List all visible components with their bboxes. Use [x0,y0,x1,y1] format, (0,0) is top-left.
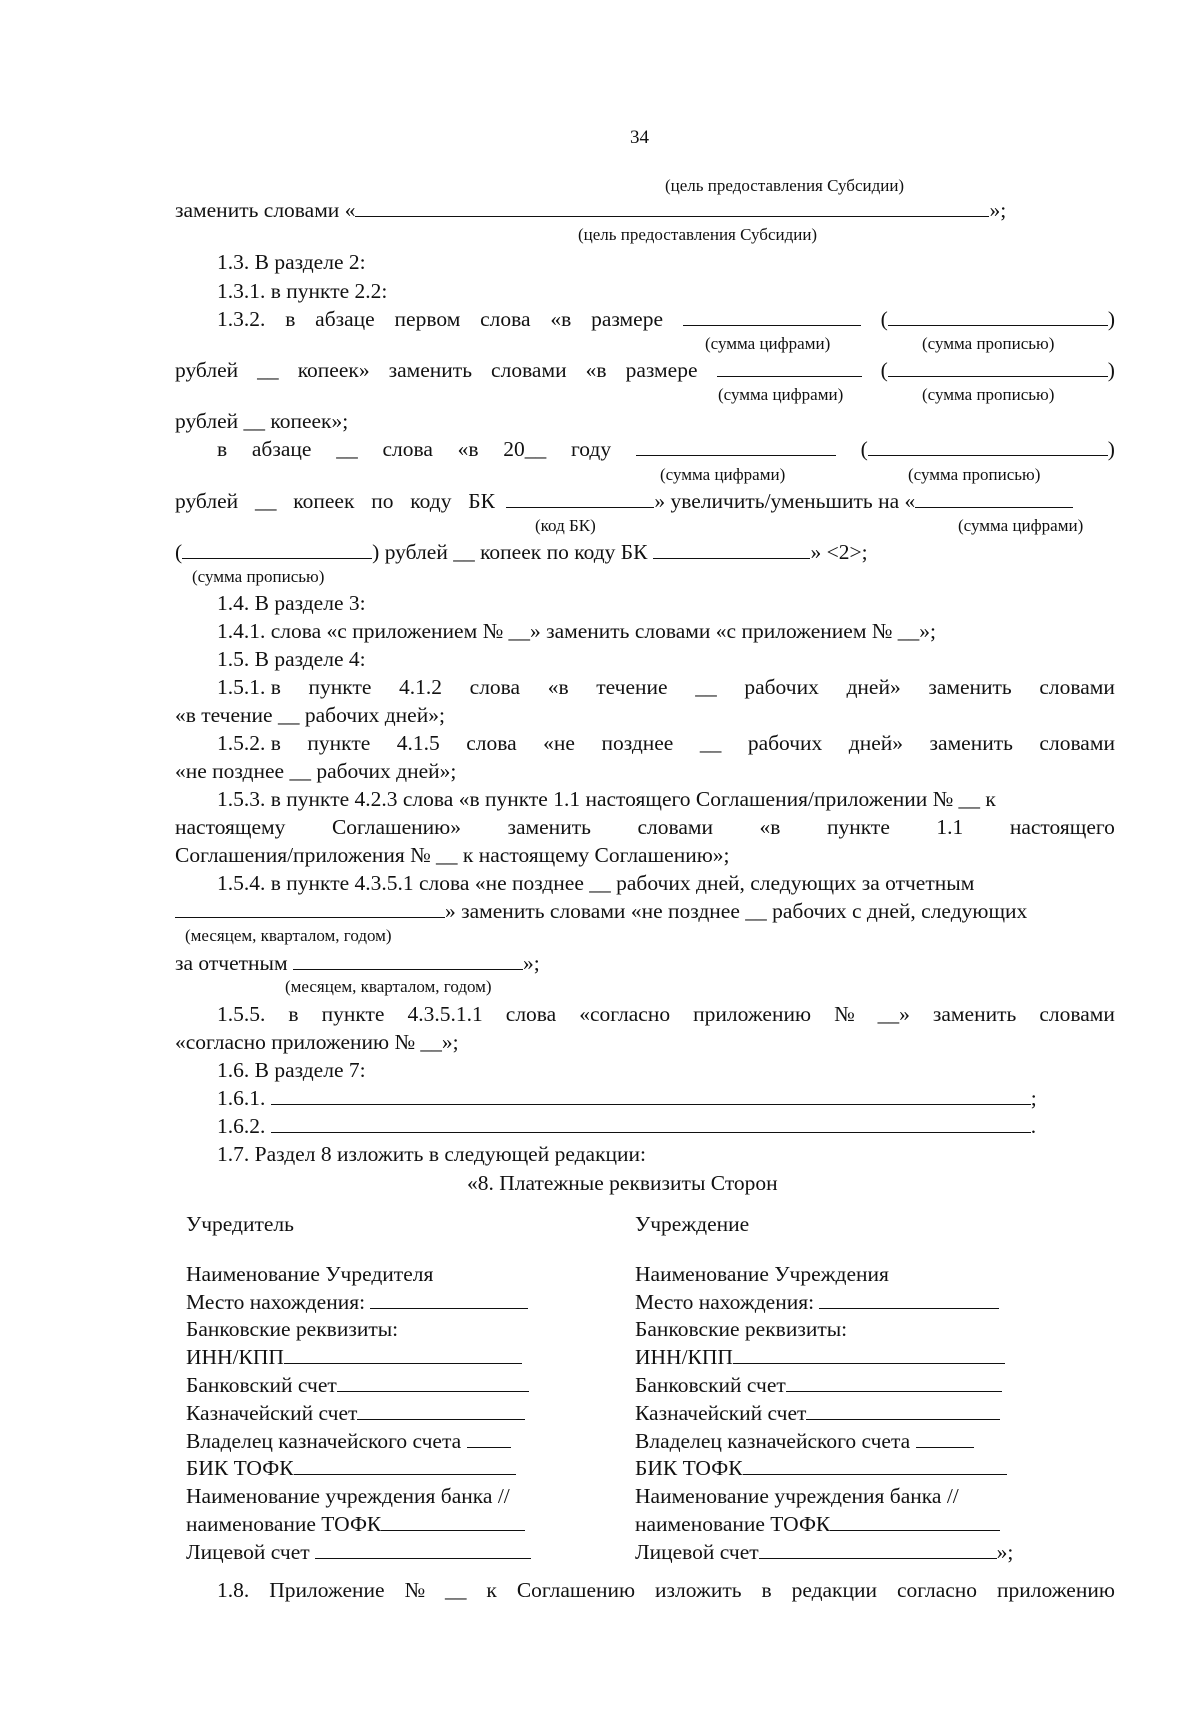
section-1-3-2-line: 1.3.2. в абзаце первом слова «в размере ( ) [217,307,1115,331]
goal-replace-line: заменить словами « »; [175,198,1007,222]
section-1-6-1: 1.6.1. ; [217,1086,1037,1110]
hint-goal-top: (цель предоставления Субсидии) [665,176,905,195]
hint-sum-digits-1: (сумма цифрами) [705,334,831,353]
founder-tofk-name: наименование ТОФК [186,1511,556,1539]
founder-inn: ИНН/КПП [186,1344,556,1372]
section-1-4: 1.4. В разделе 3: [217,591,366,615]
institution-title: Учреждение [635,1212,750,1236]
founder-location: Место нахождения: [186,1289,556,1317]
section-1-5-3-end: Соглашения/приложения № __ к настоящему Соглашению»; [175,843,730,867]
section-1-5-5-cont: «согласно приложению № __»; [175,1030,459,1054]
institution-name: Наименование Учреждения [635,1261,889,1286]
hint-period-1: (месяцем, кварталом, годом) [185,926,392,945]
institution-treasury-owner: Владелец казначейского счета [635,1428,1035,1456]
section-1-6: 1.6. В разделе 7: [217,1058,366,1082]
section-1-5-4-cont: » заменить словами «не позднее __ рабочих с дней, следующих [175,898,1115,924]
section-1-5-1: 1.5.1. в пункте 4.1.2 слова «в течение __ рабочих дней» заменить словами [217,675,1115,699]
section-1-5-5: 1.5.5. в пункте 4.3.5.1.1 слова «согласно приложению № __» заменить словами [217,1002,1115,1026]
institution-tofk-name: наименование ТОФК [635,1511,1035,1539]
section-1-8: 1.8. Приложение № __ к Соглашению изложить в редакции согласно приложению [217,1578,1115,1602]
page-number: 34 [630,127,649,148]
institution-inn: ИНН/КПП [635,1344,1035,1372]
section-1-5: 1.5. В разделе 4: [217,647,366,671]
founder-bank-details: Банковские реквизиты: [186,1317,399,1342]
section-1-5-4: 1.5.4. в пункте 4.3.5.1 слова «не позднее __ рабочих дней, следующих за отчетным [217,871,975,895]
hint-sum-words-3: (сумма прописью) [908,465,1041,484]
hint-sum-digits-3: (сумма цифрами) [660,465,786,484]
section-1-5-1-cont: «в течение __ рабочих дней»; [175,703,445,727]
section-1-3-1: 1.3.1. в пункте 2.2: [217,279,388,303]
institution-bank-name: Наименование учреждения банка // [635,1484,959,1509]
founder-treasury-account: Казначейский счет [186,1400,556,1428]
hint-bk-code-1: (код БК) [535,516,596,535]
hint-sum-digits-2: (сумма цифрами) [718,385,844,404]
section-1-4-1: 1.4.1. слова «с приложением № __» заменить словами «с приложением № __»; [217,619,936,643]
section-1-5-3: 1.5.3. в пункте 4.2.3 слова «в пункте 1.1 настоящего Соглашения/приложении № __ к [217,787,996,811]
hint-sum-words-4: (сумма прописью) [192,567,325,586]
bk-line-1: рублей __ копеек по коду БК » увеличить/уменьшить на « [175,488,1115,514]
institution-bank-account: Банковский счет [635,1372,1035,1400]
founder-bank-name: Наименование учреждения банка // [186,1484,510,1509]
founder-treasury-owner: Владелец казначейского счета [186,1428,556,1456]
hint-sum-words-1: (сумма прописью) [922,334,1055,353]
rubles-line-2: рублей __ копеек»; [175,409,349,433]
institution-treasury-account: Казначейский счет [635,1400,1035,1428]
requisites-left-column [186,1211,556,1567]
section-1-5-3-cont: настоящему Соглашению» заменить словами «в пункте 1.1 настоящего [175,815,1115,839]
founder-bik: БИК ТОФК [186,1455,556,1483]
hint-sum-digits-4: (сумма цифрами) [958,516,1084,535]
section-1-5-4-end: за отчетным »; [175,951,540,975]
founder-name: Наименование Учредителя [186,1261,434,1286]
hint-goal-bottom: (цель предоставления Субсидии) [578,225,818,244]
institution-personal-account: Лицевой счет »; [635,1539,1014,1564]
founder-bank-account: Банковский счет [186,1372,556,1400]
section-1-5-2-cont: «не позднее __ рабочих дней»; [175,759,457,783]
institution-bik: БИК ТОФК [635,1455,1035,1483]
section-8-title: «8. Платежные реквизиты Сторон [467,1171,778,1195]
institution-bank-details: Банковские реквизиты: [635,1317,848,1342]
hint-period-2: (месяцем, кварталом, годом) [285,977,492,996]
founder-title: Учредитель [186,1212,294,1236]
founder-personal-account: Лицевой счет [186,1539,556,1567]
section-1-3: 1.3. В разделе 2: [217,250,366,274]
section-1-7: 1.7. Раздел 8 изложить в следующей редакции: [217,1142,647,1166]
institution-location: Место нахождения: [635,1289,1035,1317]
section-1-5-2: 1.5.2. в пункте 4.1.5 слова «не позднее __ рабочих дней» заменить словами [217,731,1115,755]
section-1-6-2: 1.6.2. . [217,1114,1037,1138]
paragraph-year-line: в абзаце __ слова «в 20__ году ( ) [217,437,1115,461]
rubles-line-1: рублей __ копеек» заменить словами «в размере ( ) [175,358,1115,382]
bk-line-2: ( ) рублей __ копеек по коду БК » <2>; [175,540,868,564]
hint-sum-words-2: (сумма прописью) [922,385,1055,404]
requisites-right-column [635,1211,1035,1567]
